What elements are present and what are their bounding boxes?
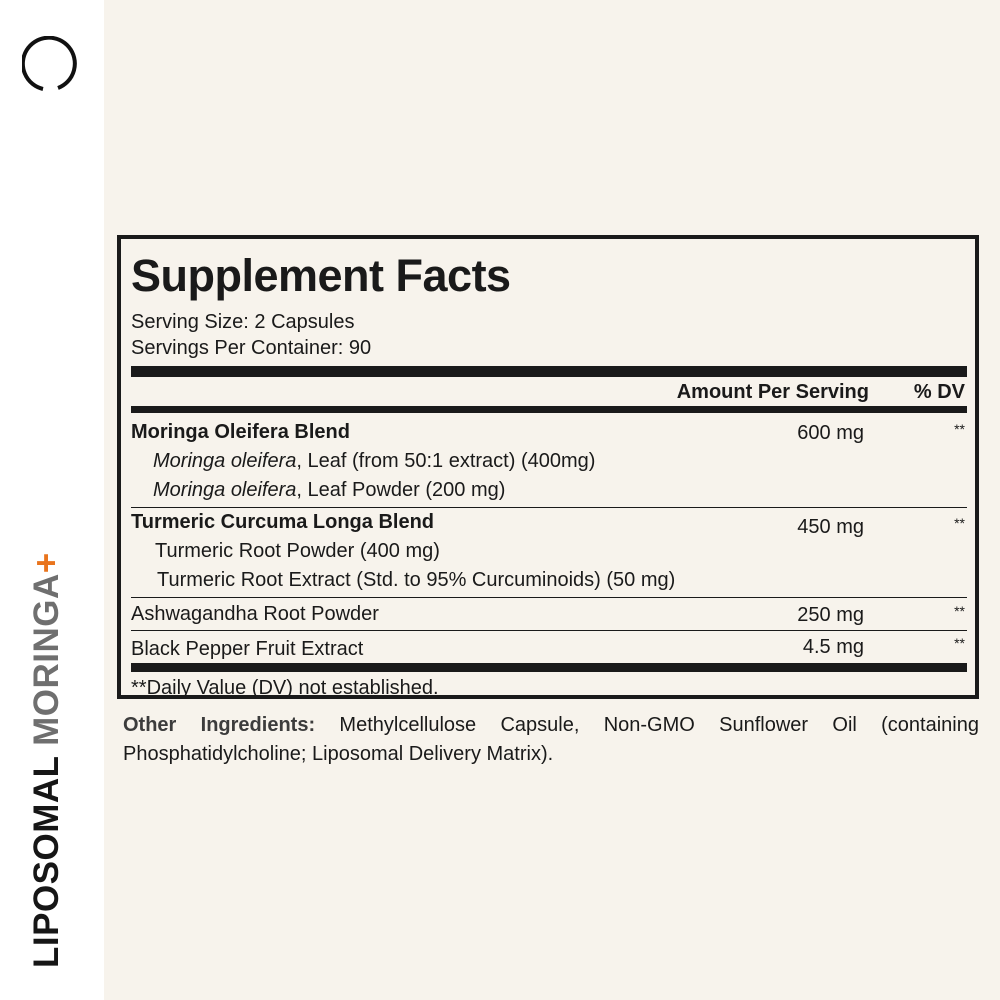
ingredient-amount-ashwagandha: 250 mg [797,604,864,626]
ingredient-name-turmeric-blend: Turmeric Curcuma Longa Blend [131,511,435,533]
ingredient-amount-black-pepper: 4.5 mg [802,636,864,658]
header-percent-dv: % DV [913,381,965,403]
ingredient-name-moringa-blend: Moringa Oleifera Blend [131,421,350,443]
sub-ingredient-turmeric-extract: Turmeric Root Extract (Std. to 95% Curcuminoids) (50 mg) [157,569,676,591]
divider-row [131,630,967,631]
divider-thick-bottom [131,663,967,672]
divider-thick-header [131,406,967,413]
product-name-vertical [22,552,72,968]
product-plus-symbol: + [27,552,66,574]
ingredient-dv-moringa-blend: ** [954,421,965,437]
ingredient-name-ashwagandha: Ashwagandha Root Powder [131,603,379,625]
ingredient-amount-turmeric-blend: 450 mg [797,516,864,538]
product-name-part1: LIPOSOMAL [27,745,66,968]
product-name-part2: MORINGA [27,573,66,746]
serving-size: Serving Size: 2 Capsules [131,311,355,333]
other-ingredients-text: Methylcellulose Capsule, Non-GMO Sunflower Oil (containing Phosphatidylcholine; Liposomal Delivery Matrix). [123,714,979,765]
sub-ingredient-moringa-extract: Moringa oleifera, Leaf (from 50:1 extract) (400mg) [153,450,596,472]
panel-title: Supplement Facts [131,250,511,301]
other-ingredients [123,711,979,769]
other-ingredients-label: Other Ingredients: [123,714,316,736]
brand-sidebar [0,0,104,1000]
ingredient-dv-turmeric-blend: ** [954,515,965,531]
divider-row [131,597,967,598]
divider-thick-top [131,366,967,377]
ingredient-amount-moringa-blend: 600 mg [797,422,864,444]
servings-per-container: Servings Per Container: 90 [131,337,372,359]
daily-value-footnote: **Daily Value (DV) not established. [131,677,439,699]
header-amount-per-serving: Amount Per Serving [676,381,869,403]
sub-ingredient-turmeric-powder: Turmeric Root Powder (400 mg) [155,540,440,562]
brand-ring-icon [22,36,78,92]
ingredient-dv-ashwagandha: ** [954,603,965,619]
ingredient-dv-black-pepper: ** [954,635,965,651]
supplement-facts-panel [117,235,979,699]
divider-row [131,507,967,508]
sub-ingredient-moringa-powder: Moringa oleifera, Leaf Powder (200 mg) [153,479,506,501]
ingredient-name-black-pepper: Black Pepper Fruit Extract [131,638,364,660]
